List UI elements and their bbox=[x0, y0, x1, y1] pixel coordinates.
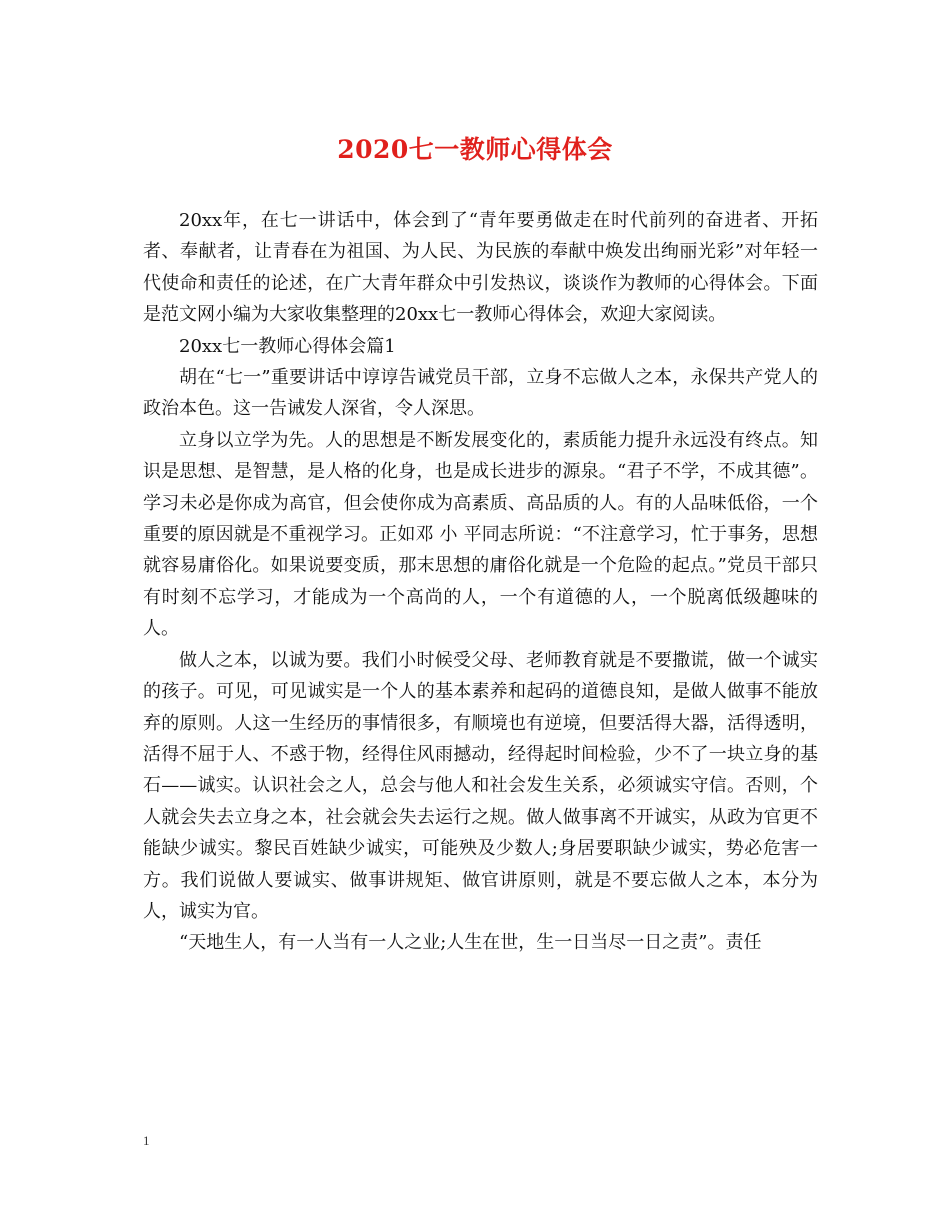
page-number: 1 bbox=[143, 1133, 150, 1148]
section-heading: 20xx七一教师心得体会篇1 bbox=[179, 335, 396, 357]
document-body bbox=[143, 205, 818, 959]
body-paragraph: “天地生人，有一人当有一人之业;人生在世，生一日当尽一日之责”。责任 bbox=[179, 932, 762, 954]
body-paragraph: 胡在“七一”重要讲话中谆谆告诫党员干部，立身不忘做人之本，永保共产党人的政治本色。这一告诫发人深省，令人深思。 bbox=[143, 367, 818, 420]
intro-paragraph: 20xx年，在七一讲话中，体会到了“青年要勇做走在时代前列的奋进者、开拓者、奉献者，让青春在为祖国、为人民、为民族的奉献中焕发出绚丽光彩”对年轻一代使命和责任的论述，在广大青年群众中引发热议，谈谈作为教师的心得体会。下面是范文网小编为大家收集整理的20xx七一教师心得体会，欢迎大家阅读。 bbox=[143, 210, 818, 326]
body-paragraph: 做人之本，以诚为要。我们小时候受父母、老师教育就是不要撒谎，做一个诚实的孩子。可见，可见诚实是一个人的基本素养和起码的道德良知，是做人做事不能放弃的原则。人这一生经历的事情很多，有顺境也有逆境，但要活得大器，活得透明，活得不屈于人、不惑于物，经得住风雨撼动，经得起时间检验，少不了一块立身的基石——诚实。认识社会之人，总会与他人和社会发生关系，必须诚实守信。否则，个人就会失去立身之本，社会就会失去运行之规。做人做事离不开诚实，从政为官更不能缺少诚实。黎民百姓缺少诚实，可能殃及少数人;身居要职缺少诚实，势必危害一方。我们说做人要诚实、做事讲规矩、做官讲原则，就是不要忘做人之本，本分为人，诚实为官。 bbox=[143, 649, 818, 922]
document-title: 2020七一教师心得体会 bbox=[337, 135, 613, 164]
body-paragraph: 立身以立学为先。人的思想是不断发展变化的，素质能力提升永远没有终点。知识是思想、是智慧，是人格的化身，也是成长进步的源泉。“君子不学，不成其德”。学习未必是你成为高官，但会使你成为高素质、高品质的人。有的人品味低俗，一个重要的原因就是不重视学习。正如邓 小 平同志所说：“不注意学习，忙于事务，思想就容易庸俗化。如果说要变质，那末思想的庸俗化就是一个危险的起点。”党员干部只有时刻不忘学习，才能成为一个高尚的人，一个有道德的人，一个脱离低级趣味的人。 bbox=[143, 429, 818, 640]
